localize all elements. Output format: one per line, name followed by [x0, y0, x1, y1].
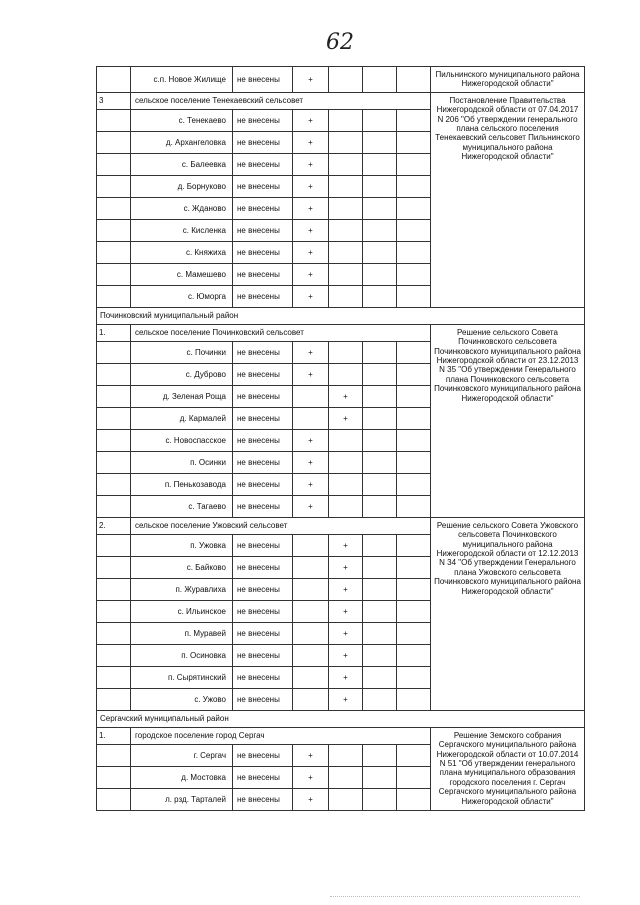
- village-name: с. Тагаево: [131, 496, 233, 518]
- settlement-row: [97, 93, 585, 110]
- plan-mark: +: [329, 623, 363, 645]
- changes-status: не внесены: [233, 198, 293, 220]
- row-number-cell: [97, 67, 131, 93]
- plan-mark: +: [293, 286, 329, 308]
- changes-status: не внесены: [233, 601, 293, 623]
- row-number-cell: [97, 623, 131, 645]
- settlement-number: 2.: [97, 518, 131, 535]
- plan-mark: [329, 364, 363, 386]
- village-name: с. Кисленка: [131, 220, 233, 242]
- row-number-cell: [97, 286, 131, 308]
- district-row: [97, 308, 585, 325]
- village-name: д. Зеленая Роща: [131, 386, 233, 408]
- approval-document: Пильнинского муниципального района Нижегородской области": [431, 67, 585, 93]
- village-name: п. Сырятинский: [131, 667, 233, 689]
- plan-mark: [329, 474, 363, 496]
- plan-mark: [329, 286, 363, 308]
- plan-mark: +: [329, 579, 363, 601]
- changes-status: не внесены: [233, 242, 293, 264]
- village-name: с. Ужово: [131, 689, 233, 711]
- row-number-cell: [97, 264, 131, 286]
- approval-document: Постановление Правительства Нижегородской области от 07.04.2017 N 206 "Об утверждении генерального плана сельского поселения Тенекаевский сельсовет Пильнинского муниципального района Нижегородской области": [431, 93, 585, 308]
- plan-mark: [329, 154, 363, 176]
- plan-mark: [363, 264, 397, 286]
- plan-mark: [363, 474, 397, 496]
- plan-mark: +: [329, 557, 363, 579]
- plan-mark: [397, 67, 431, 93]
- plan-mark: +: [329, 689, 363, 711]
- plan-mark: [363, 601, 397, 623]
- changes-status: не внесены: [233, 496, 293, 518]
- changes-status: не внесены: [233, 67, 293, 93]
- plan-mark: [329, 198, 363, 220]
- row-number-cell: [97, 601, 131, 623]
- row-number-cell: [97, 452, 131, 474]
- row-number-cell: [97, 745, 131, 767]
- plan-mark: [363, 342, 397, 364]
- settlement-row: [97, 728, 585, 745]
- changes-status: не внесены: [233, 535, 293, 557]
- changes-status: не внесены: [233, 767, 293, 789]
- village-name: с. Ильинское: [131, 601, 233, 623]
- row-number-cell: [97, 154, 131, 176]
- village-name: п. Пенькозавода: [131, 474, 233, 496]
- village-name: д. Кармалей: [131, 408, 233, 430]
- changes-status: не внесены: [233, 110, 293, 132]
- plan-mark: [397, 342, 431, 364]
- village-name: п. Журавлиха: [131, 579, 233, 601]
- row-number-cell: [97, 689, 131, 711]
- plan-mark: [397, 154, 431, 176]
- plan-mark: [293, 579, 329, 601]
- village-name: с. Дуброво: [131, 364, 233, 386]
- plan-mark: +: [293, 220, 329, 242]
- row-number-cell: [97, 386, 131, 408]
- plan-mark: [397, 557, 431, 579]
- plan-mark: [329, 242, 363, 264]
- changes-status: не внесены: [233, 623, 293, 645]
- plan-mark: [329, 430, 363, 452]
- row-number-cell: [97, 496, 131, 518]
- row-number-cell: [97, 557, 131, 579]
- village-name: с. Починки: [131, 342, 233, 364]
- plan-mark: [293, 645, 329, 667]
- plan-mark: [397, 667, 431, 689]
- table-row: [97, 67, 585, 93]
- village-name: с. Юморга: [131, 286, 233, 308]
- plan-mark: [363, 496, 397, 518]
- plan-mark: [363, 789, 397, 811]
- village-name: п. Осиновка: [131, 645, 233, 667]
- settlement-row: [97, 325, 585, 342]
- plan-mark: [397, 364, 431, 386]
- approval-document: Решение сельского Совета Починковского сельсовета Починковского муниципального района Нижегородской области от 23.12.2013 N 35 "Об утверждении Генерального плана Починковского сельсовета Починковского муниципального района Нижегородской области": [431, 325, 585, 518]
- plan-mark: +: [293, 789, 329, 811]
- changes-status: не внесены: [233, 154, 293, 176]
- changes-status: не внесены: [233, 645, 293, 667]
- plan-mark: +: [293, 767, 329, 789]
- plan-mark: [293, 408, 329, 430]
- plan-mark: [397, 176, 431, 198]
- village-name: с. Тенекаево: [131, 110, 233, 132]
- plan-mark: [397, 535, 431, 557]
- plan-mark: [293, 689, 329, 711]
- plan-mark: [363, 364, 397, 386]
- plan-mark: [329, 342, 363, 364]
- plan-mark: [363, 176, 397, 198]
- village-name: п. Осинки: [131, 452, 233, 474]
- plan-mark: [363, 645, 397, 667]
- village-name: г. Сергач: [131, 745, 233, 767]
- row-number-cell: [97, 364, 131, 386]
- plan-mark: [397, 645, 431, 667]
- plan-mark: [363, 452, 397, 474]
- changes-status: не внесены: [233, 579, 293, 601]
- plan-mark: +: [293, 496, 329, 518]
- row-number-cell: [97, 767, 131, 789]
- plan-mark: [329, 789, 363, 811]
- row-number-cell: [97, 110, 131, 132]
- changes-status: не внесены: [233, 220, 293, 242]
- plan-mark: [363, 430, 397, 452]
- plan-mark: +: [293, 745, 329, 767]
- district-title: Починковский муниципальный район: [97, 308, 585, 325]
- plan-mark: [397, 496, 431, 518]
- plan-mark: +: [293, 154, 329, 176]
- plan-mark: +: [293, 430, 329, 452]
- row-number-cell: [97, 535, 131, 557]
- village-name: п. Муравей: [131, 623, 233, 645]
- village-name: д. Мостовка: [131, 767, 233, 789]
- settlements-table: [96, 66, 585, 811]
- row-number-cell: [97, 220, 131, 242]
- changes-status: не внесены: [233, 557, 293, 579]
- plan-mark: [397, 474, 431, 496]
- plan-mark: +: [293, 242, 329, 264]
- plan-mark: [397, 408, 431, 430]
- plan-mark: [363, 132, 397, 154]
- plan-mark: [293, 386, 329, 408]
- settlement-title: сельское поселение Тенекаевский сельсовет: [131, 93, 431, 110]
- plan-mark: [329, 767, 363, 789]
- plan-mark: [397, 132, 431, 154]
- plan-mark: +: [293, 110, 329, 132]
- plan-mark: +: [293, 198, 329, 220]
- plan-mark: [329, 110, 363, 132]
- plan-mark: [397, 452, 431, 474]
- plan-mark: +: [329, 601, 363, 623]
- plan-mark: +: [329, 645, 363, 667]
- changes-status: не внесены: [233, 264, 293, 286]
- plan-mark: [293, 535, 329, 557]
- plan-mark: +: [293, 342, 329, 364]
- settlement-number: 3: [97, 93, 131, 110]
- plan-mark: [397, 386, 431, 408]
- village-name: п. Ужовка: [131, 535, 233, 557]
- village-name: д. Архангеловка: [131, 132, 233, 154]
- plan-mark: [329, 67, 363, 93]
- plan-mark: [397, 745, 431, 767]
- plan-mark: [329, 176, 363, 198]
- settlement-number: 1.: [97, 728, 131, 745]
- changes-status: не внесены: [233, 286, 293, 308]
- plan-mark: [363, 220, 397, 242]
- plan-mark: [329, 220, 363, 242]
- changes-status: не внесены: [233, 667, 293, 689]
- plan-mark: [293, 557, 329, 579]
- row-number-cell: [97, 667, 131, 689]
- changes-status: не внесены: [233, 430, 293, 452]
- plan-mark: [329, 452, 363, 474]
- row-number-cell: [97, 242, 131, 264]
- plan-mark: +: [293, 452, 329, 474]
- plan-mark: [363, 667, 397, 689]
- plan-mark: [329, 132, 363, 154]
- plan-mark: +: [293, 364, 329, 386]
- village-name: с. Байково: [131, 557, 233, 579]
- plan-mark: [397, 767, 431, 789]
- plan-mark: [363, 154, 397, 176]
- plan-mark: [397, 220, 431, 242]
- settlement-title: сельское поселение Ужовский сельсовет: [131, 518, 431, 535]
- plan-mark: [397, 579, 431, 601]
- plan-mark: [397, 601, 431, 623]
- scan-artifact: [330, 893, 580, 897]
- plan-mark: [397, 198, 431, 220]
- plan-mark: [397, 789, 431, 811]
- plan-mark: +: [329, 386, 363, 408]
- plan-mark: [363, 689, 397, 711]
- plan-mark: +: [329, 408, 363, 430]
- changes-status: не внесены: [233, 452, 293, 474]
- row-number-cell: [97, 198, 131, 220]
- plan-mark: +: [293, 474, 329, 496]
- row-number-cell: [97, 132, 131, 154]
- plan-mark: [363, 767, 397, 789]
- plan-mark: [363, 286, 397, 308]
- village-name: с. Новоспасское: [131, 430, 233, 452]
- plan-mark: [397, 430, 431, 452]
- plan-mark: [363, 110, 397, 132]
- plan-mark: [363, 242, 397, 264]
- village-name: с. Балеевка: [131, 154, 233, 176]
- plan-mark: +: [293, 264, 329, 286]
- approval-document: Решение сельского Совета Ужовского сельсовета Починковского муниципального района Нижегородской области от 12.12.2013 N 34 "Об утверждении Генерального плана Ужовского сельсовета Починковского муниципального района Нижегородской области": [431, 518, 585, 711]
- plan-mark: [363, 67, 397, 93]
- changes-status: не внесены: [233, 474, 293, 496]
- village-name: д. Борнуково: [131, 176, 233, 198]
- plan-mark: [293, 601, 329, 623]
- row-number-cell: [97, 579, 131, 601]
- plan-mark: [329, 264, 363, 286]
- plan-mark: [397, 110, 431, 132]
- village-name: с.п. Новое Жилище: [131, 67, 233, 93]
- plan-mark: [363, 557, 397, 579]
- plan-mark: [397, 286, 431, 308]
- district-title: Сергачский муниципальный район: [97, 711, 585, 728]
- row-number-cell: [97, 645, 131, 667]
- plan-mark: [363, 623, 397, 645]
- settlement-row: [97, 518, 585, 535]
- settlement-title: сельское поселение Починковский сельсовет: [131, 325, 431, 342]
- changes-status: не внесены: [233, 132, 293, 154]
- plan-mark: [397, 242, 431, 264]
- changes-status: не внесены: [233, 789, 293, 811]
- row-number-cell: [97, 430, 131, 452]
- plan-mark: [397, 264, 431, 286]
- plan-mark: [397, 689, 431, 711]
- plan-mark: [363, 386, 397, 408]
- settlement-title: городское поселение город Сергач: [131, 728, 431, 745]
- plan-mark: [329, 496, 363, 518]
- plan-mark: [363, 408, 397, 430]
- approval-document: Решение Земского собрания Сергачского муниципального района Нижегородской области от 10.07.2014 N 51 "Об утверждении генерального плана муниципального образования городского поселения г. Сергач Сергачского муниципального района Нижегородской области": [431, 728, 585, 811]
- plan-mark: +: [293, 176, 329, 198]
- plan-mark: [293, 667, 329, 689]
- plan-mark: [363, 535, 397, 557]
- plan-mark: [397, 623, 431, 645]
- changes-status: не внесены: [233, 342, 293, 364]
- plan-mark: +: [293, 132, 329, 154]
- plan-mark: [363, 198, 397, 220]
- settlement-number: 1.: [97, 325, 131, 342]
- changes-status: не внесены: [233, 689, 293, 711]
- row-number-cell: [97, 342, 131, 364]
- village-name: л. рзд. Тарталей: [131, 789, 233, 811]
- plan-mark: [329, 745, 363, 767]
- row-number-cell: [97, 789, 131, 811]
- changes-status: не внесены: [233, 745, 293, 767]
- plan-mark: +: [293, 67, 329, 93]
- plan-mark: [363, 745, 397, 767]
- village-name: с. Княжиха: [131, 242, 233, 264]
- village-name: с. Жданово: [131, 198, 233, 220]
- plan-mark: [293, 623, 329, 645]
- plan-mark: [363, 579, 397, 601]
- changes-status: не внесены: [233, 408, 293, 430]
- row-number-cell: [97, 474, 131, 496]
- row-number-cell: [97, 408, 131, 430]
- row-number-cell: [97, 176, 131, 198]
- changes-status: не внесены: [233, 176, 293, 198]
- district-row: [97, 711, 585, 728]
- changes-status: не внесены: [233, 364, 293, 386]
- village-name: с. Мамешево: [131, 264, 233, 286]
- plan-mark: +: [329, 667, 363, 689]
- page-number: 62: [326, 30, 354, 55]
- changes-status: не внесены: [233, 386, 293, 408]
- plan-mark: +: [329, 535, 363, 557]
